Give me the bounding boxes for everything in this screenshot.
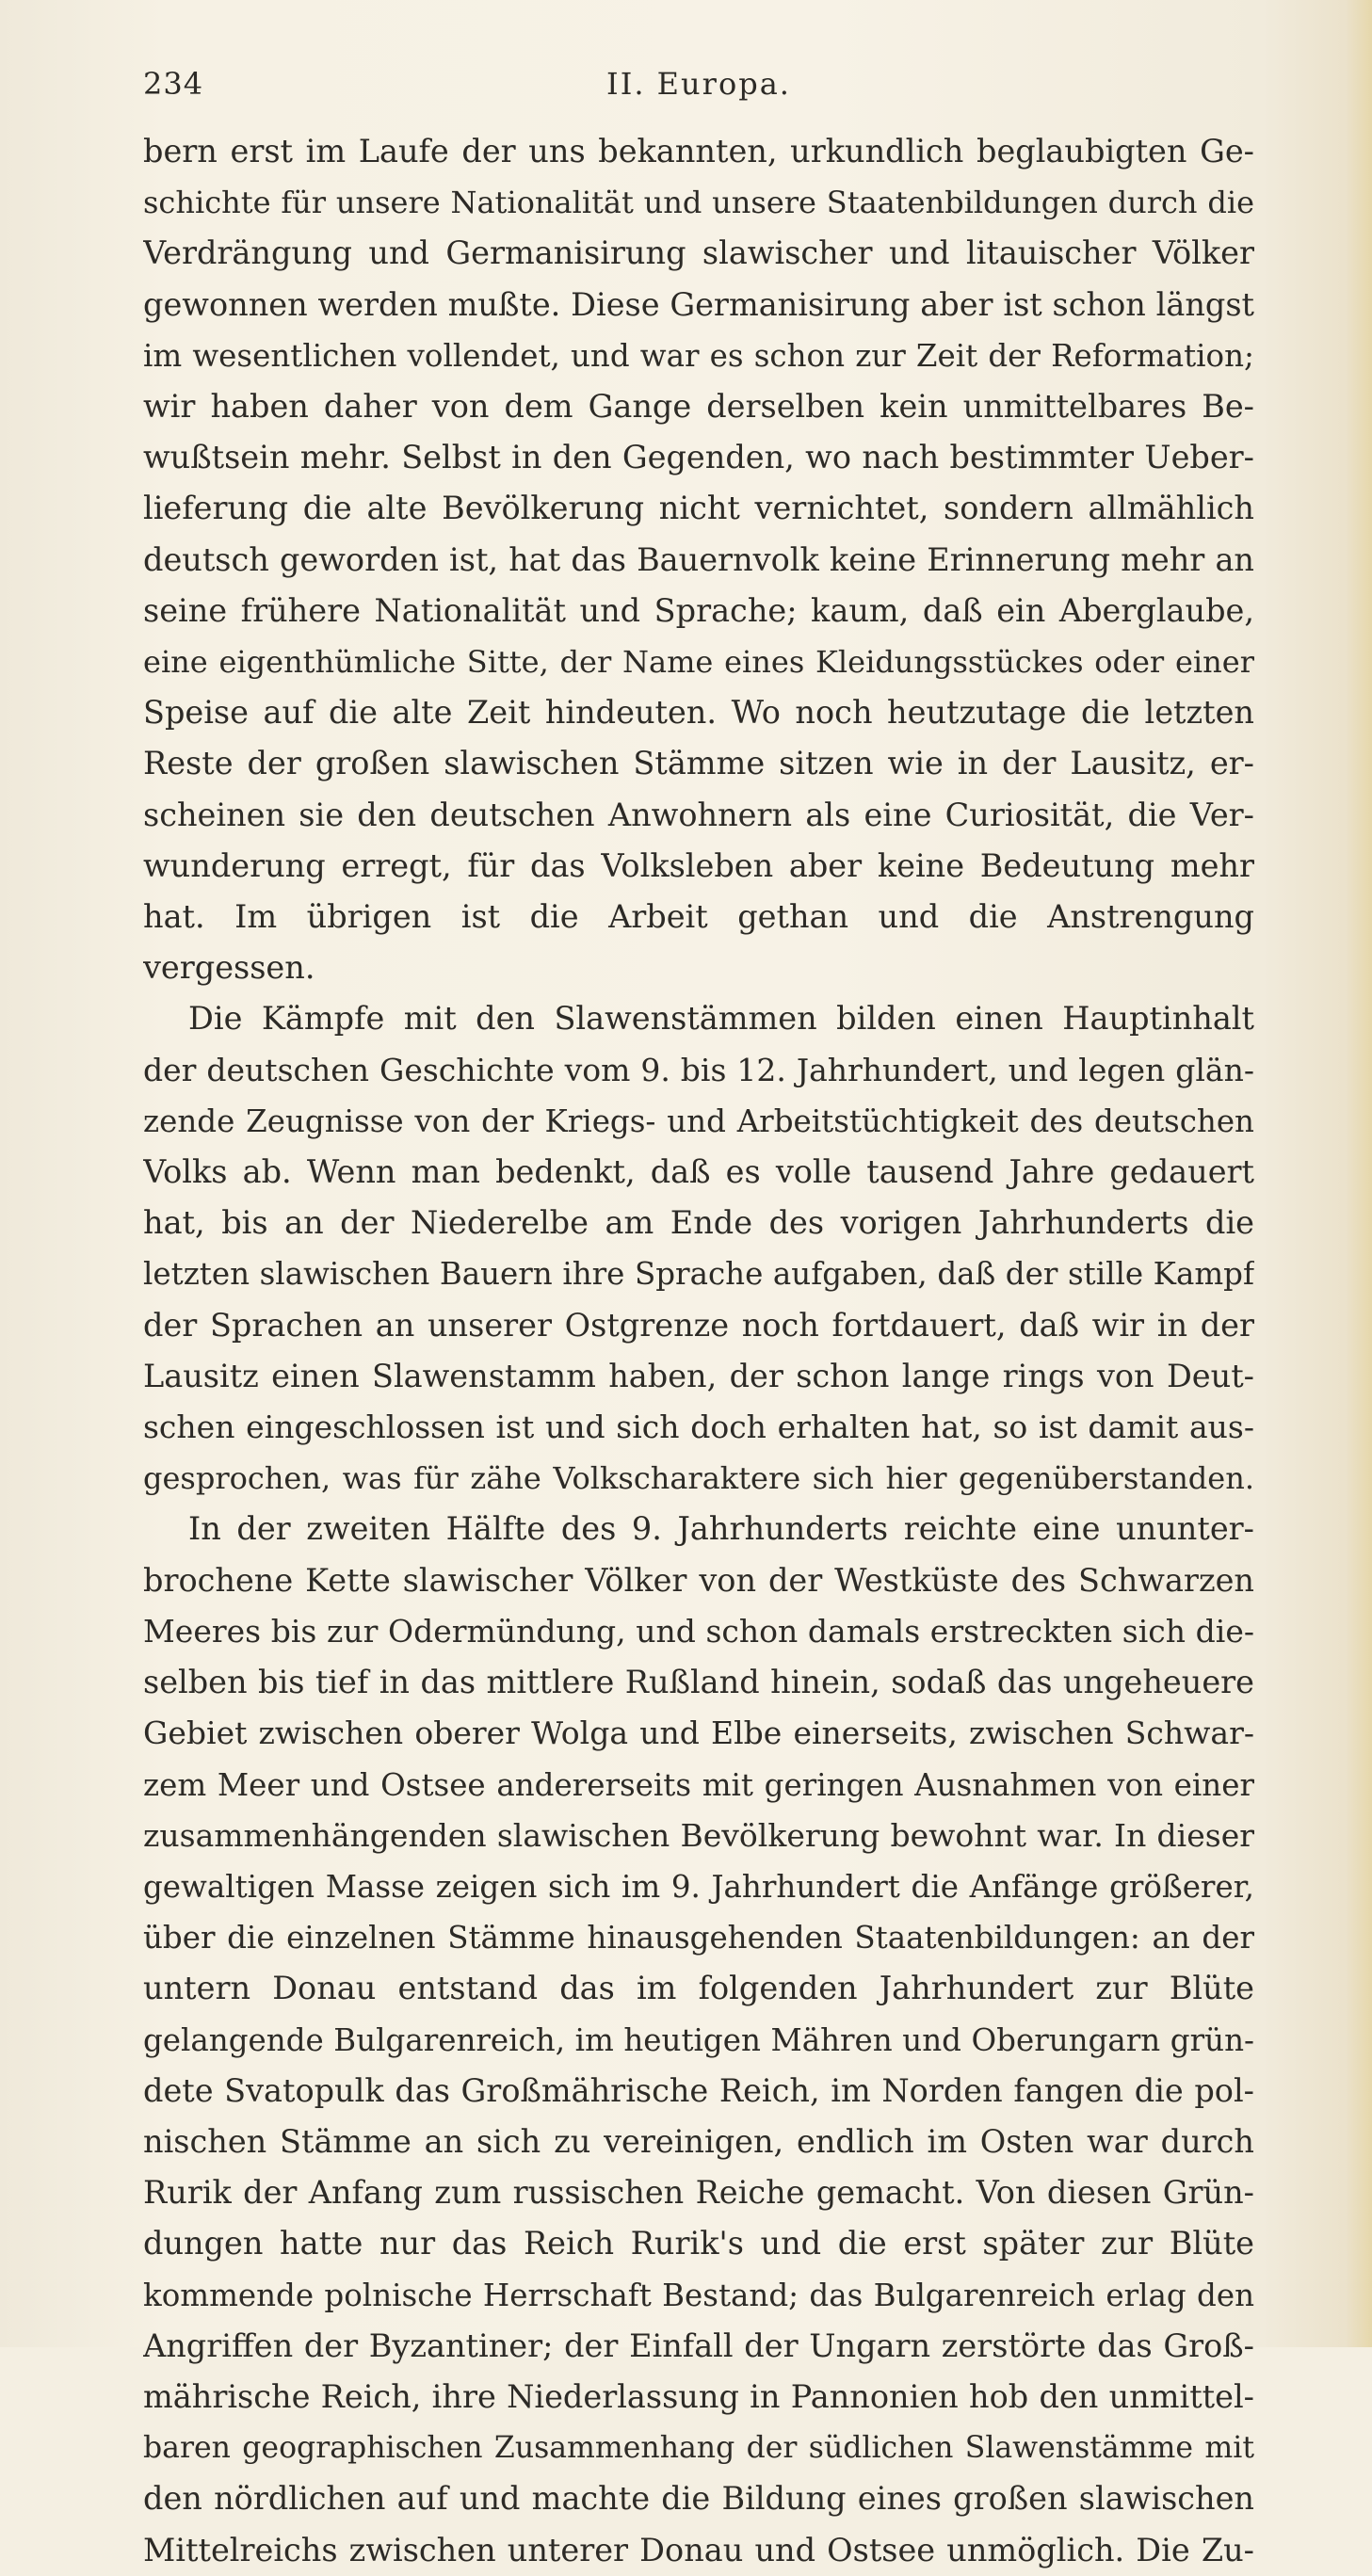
text-line: wir haben daher von dem Gange derselben kein unmittelbares Be- (143, 388, 1254, 426)
text-line: Die Kämpfe mit den Slawenstämmen bilden einen Hauptinhalt (188, 1000, 1254, 1038)
text-line: gewonnen werden mußte. Diese Germanisirung aber ist schon längst (143, 285, 1254, 323)
text-line: wußtsein mehr. Selbst in den Gegenden, wo nach bestimmter Ueber- (143, 439, 1254, 476)
text-line: gesprochen, was für zähe Volkscharaktere sich hier gegenüberstanden. (143, 1460, 1254, 1497)
text-line: zende Zeugnisse von der Kriegs- und Arbeitstüchtigkeit des deutschen (143, 1103, 1254, 1139)
text-line: dungen hatte nur das Reich Rurik's und die erst später zur Blüte (143, 2225, 1254, 2262)
text-line: Gebiet zwischen oberer Wolga und Elbe einerseits, zwischen Schwar- (143, 1715, 1254, 1752)
text-line: gelangende Bulgarenreich, im heutigen Mähren und Oberungarn grün- (143, 2021, 1254, 2058)
text-line: der Sprachen an unserer Ostgrenze noch fortdauert, daß wir in der (143, 1306, 1254, 1344)
text-line: hat. Im übrigen ist die Arbeit gethan und die Anstrengung (143, 898, 1254, 936)
text-line: der deutschen Geschichte vom 9. bis 12. Jahrhundert, und legen glän- (143, 1051, 1254, 1088)
text-line: untern Donau entstand das im folgenden Jahrhundert zur Blüte (143, 1970, 1254, 2007)
text-line: seine frühere Nationalität und Sprache; kaum, daß ein Aberglaube, (143, 591, 1254, 629)
text-line: dete Svatopulk das Großmährische Reich, im Norden fangen die pol- (143, 2071, 1254, 2109)
text-line: gewaltigen Masse zeigen sich im 9. Jahrhundert die Anfänge größerer, (143, 1868, 1254, 1905)
text-line: Volks ab. Wenn man bedenkt, daß es volle tausend Jahre gedauert (143, 1153, 1254, 1191)
text-line: Meeres bis zur Odermündung, und schon damals erstreckten sich die- (143, 1612, 1254, 1650)
text-line: Reste der großen slawischen Stämme sitzen wie in der Lausitz, er- (143, 745, 1254, 782)
text-line: Mittelreichs zwischen unterer Donau und Ostsee unmöglich. Die Zu- (143, 2531, 1254, 2568)
text-line: schen eingeschlossen ist und sich doch erhalten hat, so ist damit aus- (143, 1409, 1254, 1446)
text-line: bern erst im Laufe der uns bekannten, urkundlich beglaubigten Ge- (143, 133, 1254, 169)
text-line: über die einzelnen Stämme hinausgehenden Staatenbildungen: an der (143, 1920, 1254, 1956)
text-line: Rurik der Anfang zum russischen Reiche gemacht. Von diesen Grün- (143, 2174, 1254, 2212)
text-line: Lausitz einen Slawenstamm haben, der schon lange rings von Deut- (143, 1357, 1254, 1394)
body-text (143, 126, 1254, 2576)
text-line: brochene Kette slawischer Völker von der Westküste des Schwarzen (143, 1561, 1254, 1599)
text-line: eine eigenthümliche Sitte, der Name eines Kleidungsstückes oder einer (143, 644, 1254, 681)
text-line: im wesentlichen vollendet, und war es schon zur Zeit der Reformation; (143, 337, 1254, 374)
text-line: schichte für unsere Nationalität und unsere Staatenbildungen durch die (143, 185, 1254, 221)
text-line: selben bis tief in das mittlere Rußland hinein, sodaß das ungeheuere (143, 1664, 1254, 1701)
text-line: Verdrängung und Germanisirung slawischer und litauischer Völker (143, 234, 1254, 272)
page-number: 234 (143, 66, 204, 102)
text-line: wunderung erregt, für das Volksleben aber keine Bedeutung mehr (143, 846, 1254, 884)
text-line: zusammenhängenden slawischen Bevölkerung bewohnt war. In dieser (143, 1816, 1254, 1854)
text-line: scheinen sie den deutschen Anwohnern als eine Curiosität, die Ver- (143, 796, 1254, 833)
page-header (143, 66, 1254, 113)
text-line: In der zweiten Hälfte des 9. Jahrhunderts reichte eine ununter- (188, 1510, 1254, 1548)
text-line: letzten slawischen Bauern ihre Sprache aufgaben, daß der stille Kampf (143, 1256, 1254, 1293)
text-line: zem Meer und Ostsee andererseits mit geringen Ausnahmen von einer (143, 1766, 1254, 1803)
text-line: nischen Stämme an sich zu vereinigen, endlich im Osten war durch (143, 2122, 1254, 2160)
text-line: deutsch geworden ist, hat das Bauernvolk keine Erinnerung mehr an (143, 540, 1254, 578)
text-line: Angriffen der Byzantiner; der Einfall der Ungarn zerstörte das Groß- (143, 2326, 1254, 2364)
text-line: den nördlichen auf und machte die Bildung eines großen slawischen (143, 2480, 1254, 2518)
text-line: baren geographischen Zusammenhang der südlichen Slawenstämme mit (143, 2431, 1254, 2466)
text-line: vergessen. (143, 949, 315, 987)
text-line: hat, bis an der Niederelbe am Ende des vorigen Jahrhunderts die (143, 1204, 1254, 1242)
text-line: lieferung die alte Bevölkerung nicht vernichtet, sondern allmählich (143, 490, 1254, 527)
running-head: II. Europa. (606, 66, 791, 102)
text-line: Speise auf die alte Zeit hindeuten. Wo noch heutzutage die letzten (143, 694, 1254, 732)
text-line: kommende polnische Herrschaft Bestand; das Bulgarenreich erlag den (143, 2277, 1254, 2313)
page-edge-shading (1346, 0, 1372, 2347)
text-line: mährische Reich, ihre Niederlassung in Pannonien hob den unmittel- (143, 2377, 1254, 2415)
